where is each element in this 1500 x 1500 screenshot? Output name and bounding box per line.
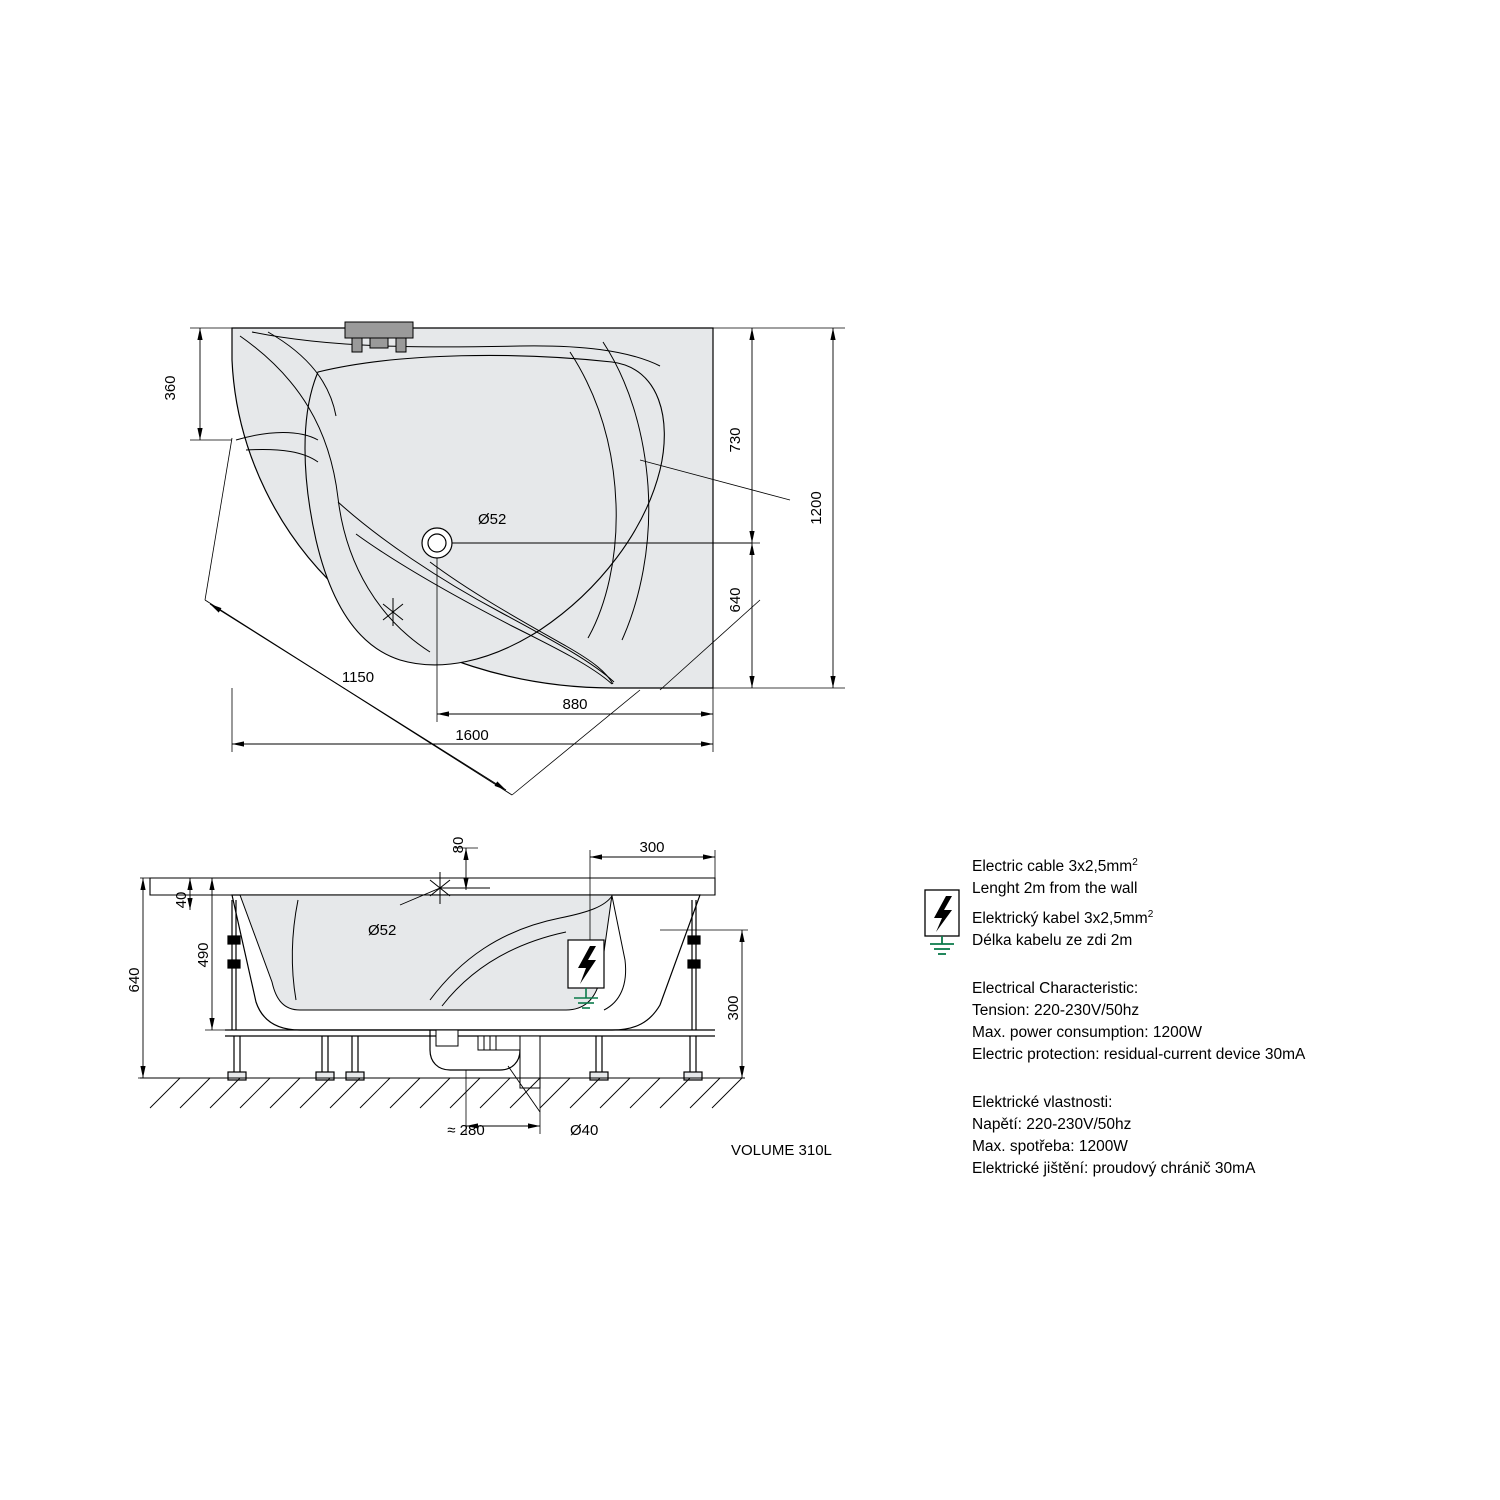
- dim-text-360: 360: [162, 375, 179, 401]
- dim-text-490: 490: [195, 942, 212, 968]
- dim-text-280: ≈ 280: [447, 1122, 485, 1139]
- dim-text-640: 640: [727, 587, 744, 613]
- faucet-handle-left: [352, 338, 362, 352]
- drain-circle-inner: [428, 534, 446, 552]
- legend-cable-cs-line1: [972, 904, 1442, 930]
- siphon-assembly: [430, 1030, 540, 1112]
- faucet-plate: [345, 322, 413, 338]
- part-label: VOLUME 310L: [731, 1142, 832, 1159]
- dim-text-80: 80: [450, 836, 467, 854]
- tub-rim-slab: [150, 878, 715, 895]
- faucet-spout: [370, 338, 388, 348]
- specs-cs-line-1: Max. spotřeba: 1200W: [972, 1138, 1128, 1155]
- dim-text-880: 880: [562, 696, 588, 713]
- specs-cs-block: [972, 1092, 1442, 1180]
- ext-1150-a: [205, 438, 232, 600]
- front-view-group: [138, 848, 748, 1134]
- dim-text-300-top: 300: [639, 839, 665, 856]
- legend-cable-en-line2: Lenght 2m from the wall: [972, 880, 1138, 898]
- dim-text-1600: 1600: [455, 727, 489, 744]
- top-view-group: [190, 322, 845, 795]
- legend-cable-cs-text: Elektrický kabel 3x2,5mm: [972, 910, 1148, 928]
- legend-cable-cs-sup: 2: [1147, 909, 1154, 920]
- specs-en-block: [972, 978, 1442, 1066]
- specs-cs-line-0: Napětí: 220-230V/50hz: [972, 1116, 1132, 1133]
- dim-text-dia52-top: Ø52: [478, 511, 507, 528]
- specs-en-line-0: Tension: 220-230V/50hz: [972, 1002, 1140, 1019]
- dim-text-dia52-front: Ø52: [368, 922, 397, 939]
- dim-text-40: 40: [173, 891, 190, 909]
- specs-en-line-1: Max. power consumption: 1200W: [972, 1024, 1203, 1041]
- specs-cs-heading: Elektrické vlastnosti:: [972, 1094, 1113, 1111]
- legend-icon-group: [925, 890, 959, 954]
- dim-text-dia40: Ø40: [570, 1122, 599, 1139]
- specs-en-heading: Electrical Characteristic:: [972, 980, 1139, 997]
- ground-symbol-icon: [930, 936, 954, 954]
- legend-cable-en-text: Electric cable 3x2,5mm: [972, 858, 1133, 876]
- legend-text-block-cs: [972, 904, 1442, 952]
- faucet-handle-right: [396, 338, 406, 352]
- dim-text-1200: 1200: [808, 491, 825, 525]
- floor-hatching: [140, 1078, 745, 1108]
- dim-text-1150: 1150: [341, 669, 375, 686]
- legend-cable-en-sup: 2: [1132, 857, 1138, 868]
- specs-cs-line-2: Elektrické jištění: proudový chránič 30mA: [972, 1160, 1256, 1177]
- legend-text-block: [972, 852, 1442, 900]
- dim-text-640-front: 640: [126, 967, 143, 993]
- dim-text-730: 730: [727, 427, 744, 453]
- legend-cable-cs-line2: Délka kabelu ze zdi 2m: [972, 932, 1133, 950]
- dim-text-300-side: 300: [725, 995, 742, 1021]
- specs-en-line-2: Electric protection: residual-current device 30mA: [972, 1046, 1306, 1063]
- legend-cable-en-line1: [972, 852, 1442, 878]
